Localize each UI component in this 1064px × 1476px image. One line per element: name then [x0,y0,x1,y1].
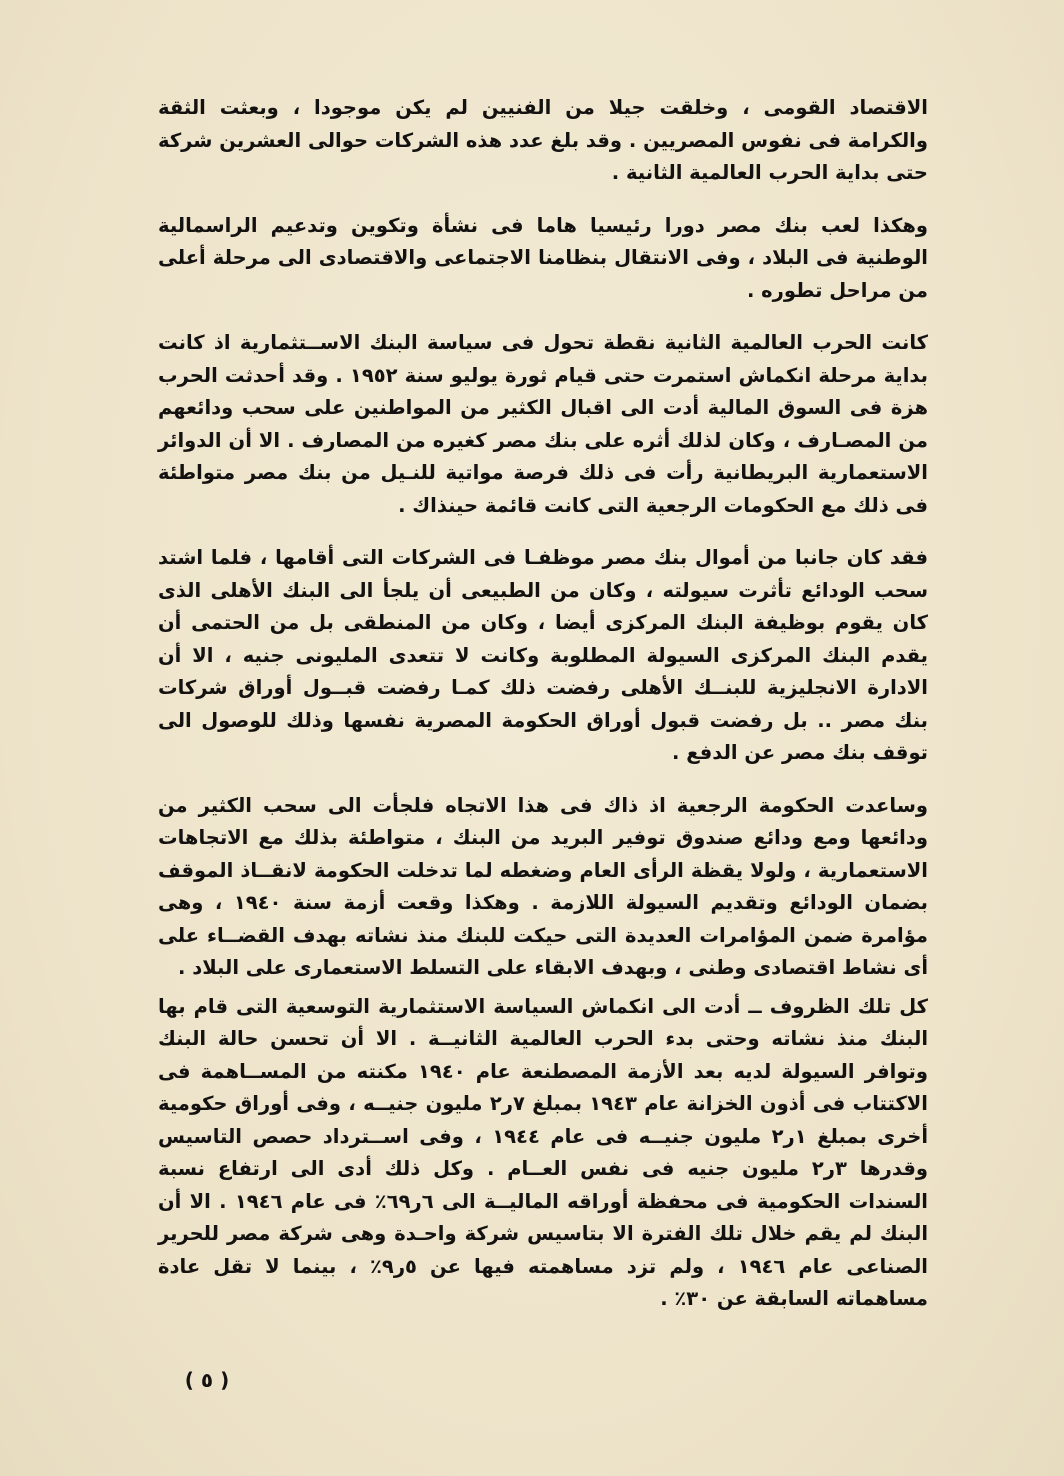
paragraph: وهكذا لعب بنك مصر دورا رئيسيا هاما فى نشأة وتكوين وتدعيم الراسمالية الوطنية فى البلاد ، وفى الانتقال بنظامنا الاجتماعى والاقتصادى الى مرحلة أعلى من مراحل تطوره . [158,213,928,302]
paragraph: فقد كان جانبا من أموال بنك مصر موظفـا فى الشركات التى أقامها ، فلما اشتد سحب الودائع تأثرت سيولته ، وكان من الطبيعى أن يلجأ الى البنك الأهلى الذى كان يقوم بوظيفة البنك المركزى أيضا ، وكان من المنطقى بل من الحتمى أن يقدم البنك المركزى السيولة المطلوبة وكانت لا تتعدى المليونى جنيه ، الا أن الادارة الانجليزية للبنــك الأهلى رفضت ذلك كمـا رفضت قبــول أوراق شركات بنك مصر .. بل رفضت قبول أوراق الحكومة المصرية نفسها وذلك للوصول الى توقف بنك مصر عن الدفع . [158,546,928,764]
paragraph: الاقتصاد القومى ، وخلقت جيلا من الفنيين لم يكن موجودا ، وبعثت الثقة والكرامة فى نفوس المصريين . وقد بلغ عدد هذه الشركات حوالى العشرين شركة حتى بداية الحرب العالمية الثانية . [158,96,928,184]
paragraph: كانت الحرب العالمية الثانية نقطة تحول فى سياسة البنك الاســتثمارية اذ كانت بداية مرحلة انكماش استمرت حتى قيام ثورة يوليو سنة ١٩٥٢ . وقد أحدثت الحرب هزة فى السوق المالية أدت الى اقبال الكثير من المواطنين على سحب ودائعهم من المصـارف ، وكان لذلك أثره على بنك مصر كغيره من المصارف . الا أن الدوائر الاستعمارية البريطانية رأت فى ذلك فرصة مواتية للنـيل من بنك مصر متواطئة فى ذلك مع الحكومات الرجعية التى كانت قائمة حينذاك . [158,331,929,517]
page-number: ( ٥ ) [184,1368,230,1392]
paragraph: كل تلك الظروف ــ أدت الى انكماش السياسة الاستثمارية التوسعية التى قام بها البنك منذ نشاته وحتى بدء الحرب العالمية الثانيــة . الا أن تحسن حالة البنك وتوافر السيولة لديه بعد الأزمة المصطنعة عام ١٩٤٠ مكنته من المســاهمة فى الاكتتاب فى أذون الخزانة عام ١٩٤٣ بمبلغ ٧ر٢ مليون جنيــه ، وفى أوراق حكومية أخرى بمبلغ ١ر٢ مليون جنيــه فى عام ١٩٤٤ ، وفى اســترداد حصص التاسيس وقدرها ٣ر٢ مليون جنيه فى نفس العــام . وكل ذلك أدى الى ارتفاع نسبة السندات الحكومية فى محفظة أوراقه الماليــة الى ٦ر٦٩٪ فى عام ١٩٤٦ . الا أن البنك لم يقم خلال تلك الفترة الا بتاسيس شركة واحـدة وهى شركة مصر للحرير الصناعى عام ١٩٤٦ ، ولم تزد مساهمته فيها عن ٥ر٩٪ ، بينما لا تقل عادة مساهماته السابقة عن ٣٠٪ . [158,994,929,1310]
paragraph: وساعدت الحكومة الرجعية اذ ذاك فى هذا الاتجاه فلجأت الى سحب الكثير من ودائعها ومع ودائع صندوق توفير البريد من البنك ، متواطئة بذلك مع الاتجاهات الاستعمارية ، ولولا يقظة الرأى العام وضغطه لما تدخلت الحكومة لانقــاذ الموقف بضمان الودائع وتقديم السيولة اللازمة . وهكذا وقعت أزمة سنة ١٩٤٠ ، وهى مؤامرة ضمن المؤامرات العديدة التى حيكت للبنك منذ نشاته بهدف القضــاء على أى نشاط اقتصادى وطنى ، وبهدف الابقاء على التسلط الاستعمارى على البلاد . [158,793,928,979]
body-text [158,92,928,1316]
